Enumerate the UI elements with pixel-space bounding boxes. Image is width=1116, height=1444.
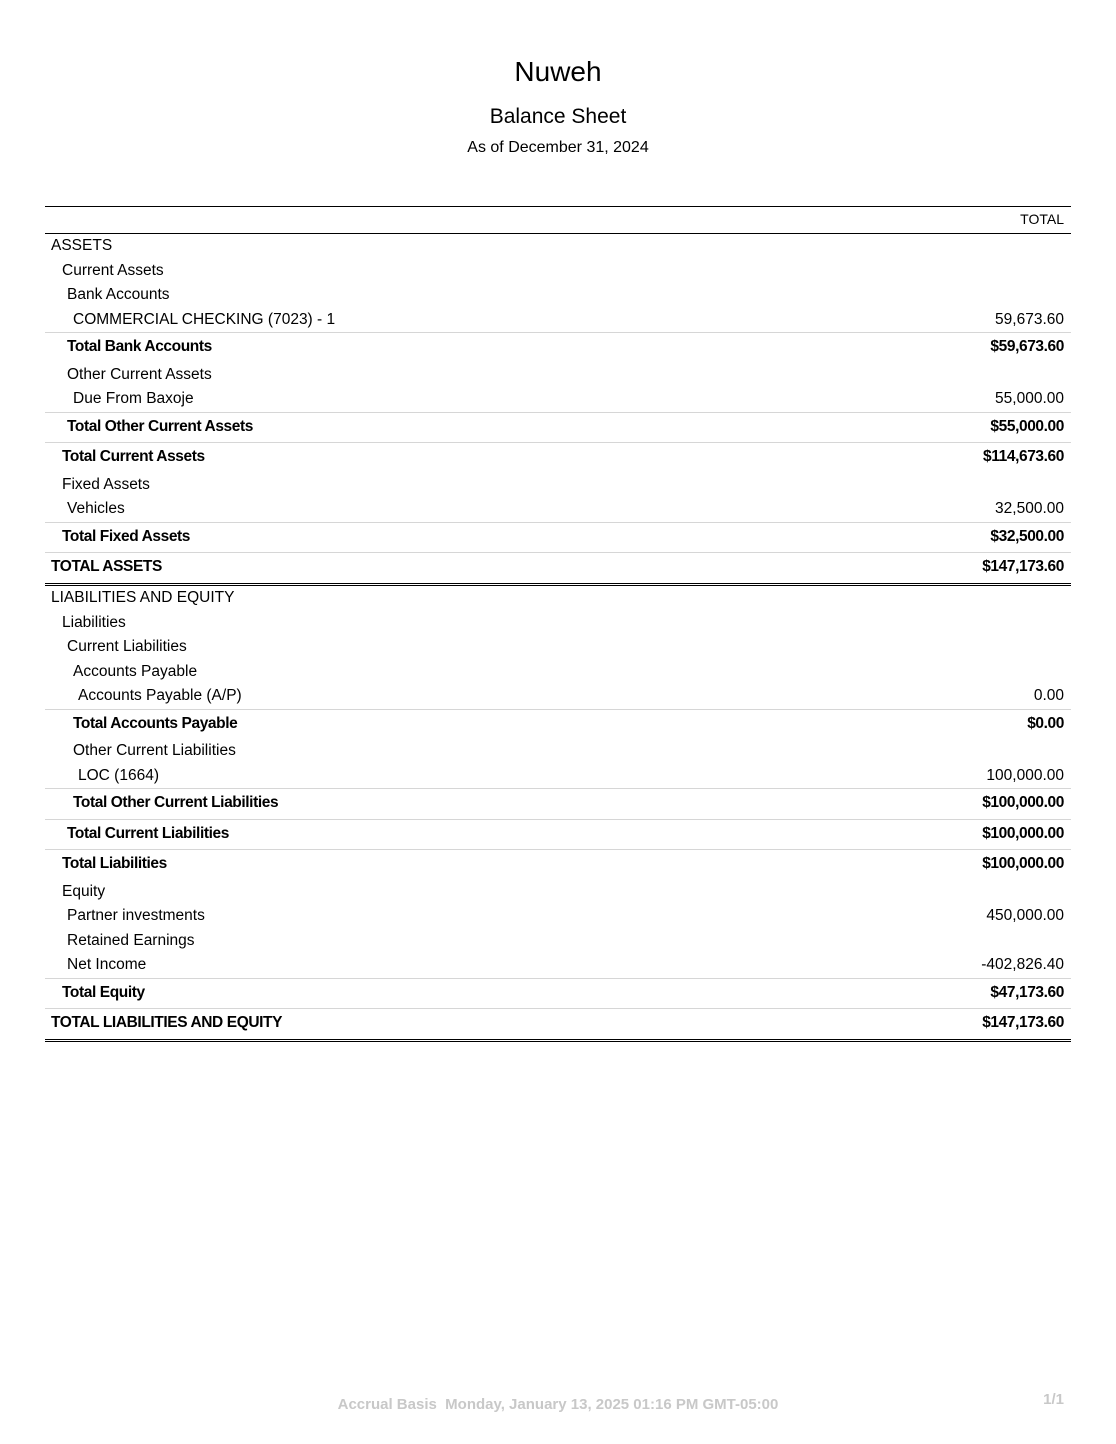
row-amount: 55,000.00 — [995, 390, 1064, 407]
account-row — [45, 953, 1071, 978]
total-row-accounts-payable — [45, 709, 1071, 740]
row-label: LIABILITIES AND EQUITY — [51, 589, 235, 606]
account-row — [45, 904, 1071, 929]
account-row — [45, 497, 1071, 522]
row-label: Bank Accounts — [67, 286, 170, 303]
row-amount: $47,173.60 — [990, 983, 1064, 1001]
group-heading-other-current-assets — [45, 363, 1071, 388]
column-header-row — [45, 206, 1071, 234]
account-row — [45, 929, 1071, 954]
row-amount: 0.00 — [1033, 687, 1064, 704]
row-label: Total Accounts Payable — [73, 714, 238, 732]
row-amount: $0.00 — [1027, 714, 1064, 732]
report-footer: Accrual Basis Monday, January 13, 2025 01:16 PM GMT-05:00 — [337, 1396, 779, 1413]
section-heading-assets — [45, 234, 1071, 259]
account-row — [45, 764, 1071, 789]
row-label: TOTAL ASSETS — [51, 558, 162, 575]
row-label: Net Income — [67, 956, 147, 973]
row-amount: $147,173.60 — [982, 1014, 1064, 1031]
total-row-fixed-assets — [45, 522, 1071, 553]
row-label: Total Fixed Assets — [62, 527, 191, 545]
row-label: Vehicles — [67, 500, 125, 517]
row-label: Due From Baxoje — [73, 390, 194, 407]
row-amount: 450,000.00 — [986, 907, 1064, 924]
total-row-current-liabilities — [45, 819, 1071, 850]
total-row-liabilities — [45, 849, 1071, 880]
row-label: Other Current Liabilities — [73, 742, 236, 759]
row-label: Total Liabilities — [62, 855, 167, 872]
group-heading-current-assets — [45, 259, 1071, 284]
column-header-total: TOTAL — [1020, 211, 1064, 227]
row-label: Total Equity — [62, 983, 145, 1001]
row-label: Liabilities — [62, 613, 126, 631]
total-row-equity — [45, 978, 1071, 1009]
row-label: Total Other Current Liabilities — [73, 794, 279, 811]
total-row-other-current-assets — [45, 412, 1071, 443]
row-label: TOTAL LIABILITIES AND EQUITY — [51, 1014, 283, 1031]
row-amount: $100,000.00 — [982, 794, 1064, 811]
row-label: Accounts Payable — [73, 662, 198, 680]
section-heading-liabilities-equity — [45, 586, 1071, 611]
row-amount: $100,000.00 — [982, 855, 1064, 872]
row-amount: 32,500.00 — [995, 500, 1064, 517]
row-label: Fixed Assets — [62, 475, 150, 493]
group-heading-liabilities — [45, 611, 1071, 636]
row-amount: $100,000.00 — [982, 824, 1064, 842]
grand-total-row-liabilities-equity — [45, 1008, 1071, 1042]
row-label: COMMERCIAL CHECKING (7023) - 1 — [73, 310, 336, 328]
row-amount: 59,673.60 — [995, 310, 1064, 328]
grand-total-row-assets — [45, 552, 1071, 586]
group-heading-bank-accounts — [45, 283, 1071, 308]
row-label: Accounts Payable (A/P) — [78, 687, 242, 704]
total-row-other-current-liabilities — [45, 788, 1071, 819]
row-amount: $59,673.60 — [990, 338, 1064, 355]
row-label: LOC (1664) — [78, 766, 159, 784]
account-row — [45, 387, 1071, 412]
group-heading-other-current-liabilities — [45, 739, 1071, 764]
account-row — [45, 684, 1071, 709]
row-amount: $114,673.60 — [983, 448, 1064, 465]
row-label: Total Current Assets — [62, 448, 205, 465]
balance-sheet-table — [45, 206, 1071, 1042]
group-heading-current-liabilities — [45, 635, 1071, 660]
row-amount: $147,173.60 — [982, 558, 1064, 575]
company-name: Nuweh — [514, 56, 602, 87]
row-label: Other Current Assets — [67, 365, 212, 383]
report-title: Balance Sheet — [489, 105, 627, 128]
row-amount: 100,000.00 — [986, 766, 1064, 784]
row-label: Partner investments — [67, 907, 205, 924]
account-row — [45, 308, 1071, 333]
row-amount: $55,000.00 — [990, 417, 1064, 435]
report-date: As of December 31, 2024 — [467, 139, 649, 156]
group-heading-equity — [45, 880, 1071, 905]
row-label: Current Liabilities — [67, 638, 187, 655]
row-label: Total Bank Accounts — [67, 338, 212, 355]
total-row-bank-accounts — [45, 332, 1071, 363]
page-number: 1/1 — [1043, 1391, 1064, 1408]
total-row-current-assets — [45, 442, 1071, 473]
row-label: Current Assets — [62, 261, 164, 279]
row-amount: -402,826.40 — [981, 956, 1064, 973]
row-label: Equity — [62, 882, 106, 900]
row-label: Total Other Current Assets — [67, 417, 253, 435]
row-amount: $32,500.00 — [990, 527, 1064, 545]
row-label: Total Current Liabilities — [67, 824, 229, 842]
row-label: Retained Earnings — [67, 931, 195, 949]
row-label: ASSETS — [51, 237, 113, 254]
group-heading-fixed-assets — [45, 473, 1071, 498]
group-heading-accounts-payable — [45, 660, 1071, 685]
